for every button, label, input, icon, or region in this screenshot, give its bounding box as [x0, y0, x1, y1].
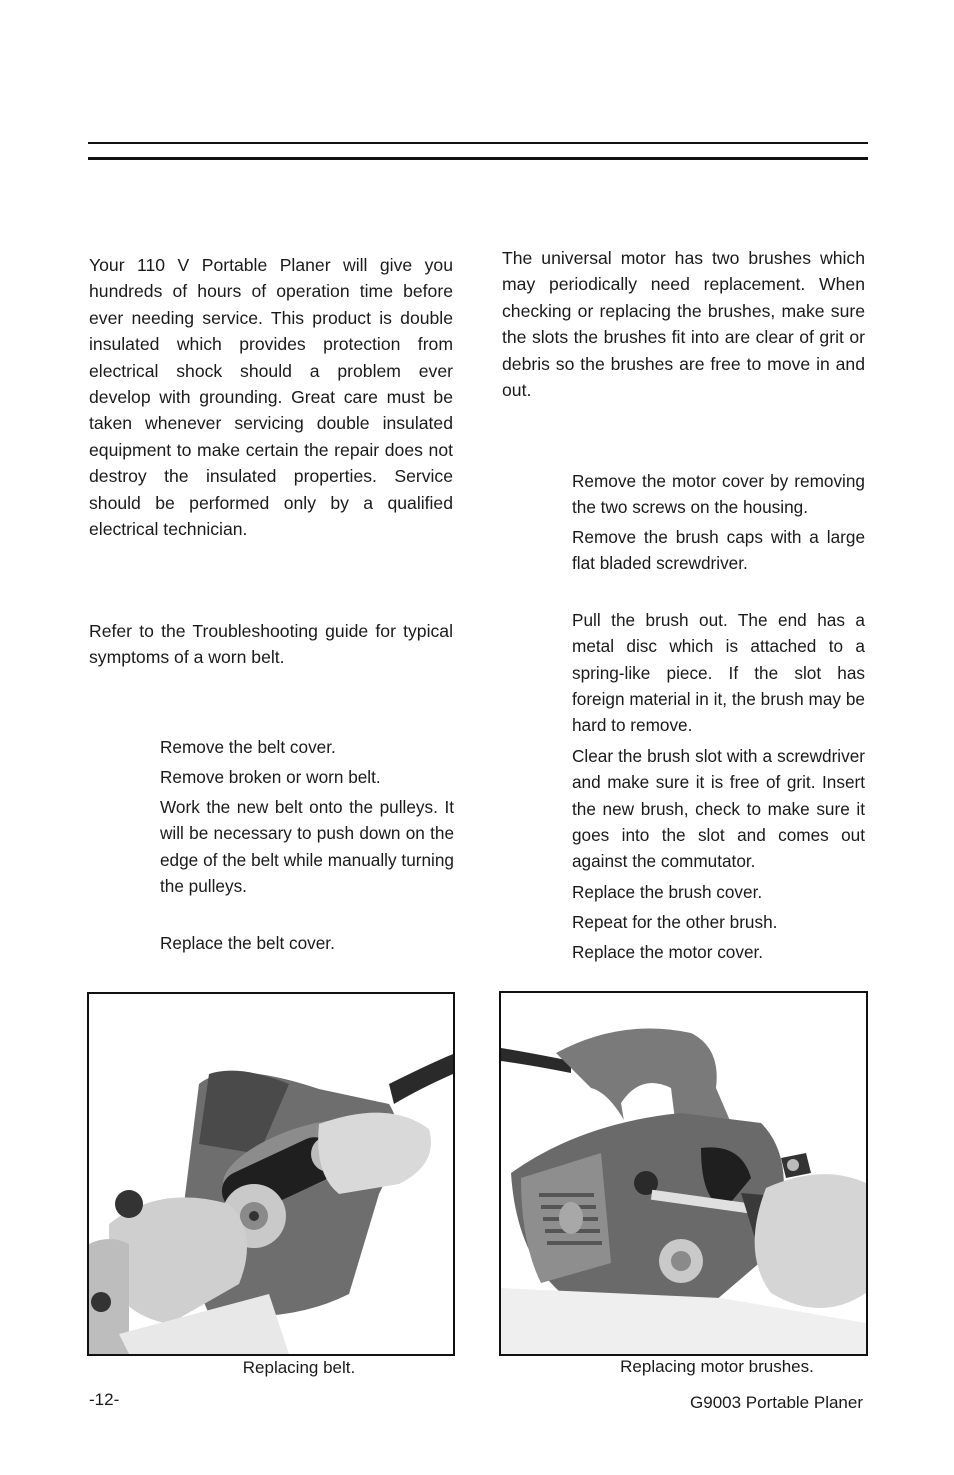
belt-photo [87, 992, 455, 1356]
brush-step-3: Pull the brush out. The end has a metal disc which is attached to a spring-like piece. If the slot has foreign material in it, the brush may be hard to remove. [572, 610, 865, 736]
brush-step-1: Remove the motor cover by removing the two screws on the housing. [572, 471, 865, 518]
header-rule-top [88, 142, 868, 144]
belt-intro: Refer to the Troubleshooting guide for typical symptoms of a worn belt. [89, 621, 453, 668]
belt-step-3: Work the new belt onto the pulleys. It will be necessary to push down on the edge of the belt while manually turning the pulleys. [160, 797, 454, 896]
brush-intro: The universal motor has two brushes which may periodically need replacement. When checking or replacing the brushes, make sure the slots the brushes fit into are clear of grit or debris so the brushes are free to move in and out. [502, 248, 865, 401]
intro-paragraph: Your 110 V Portable Planer will give you hundreds of hours of operation time before ever needing service. This product is double insulated which provides protection from electrical shock should a problem ever develop with grounding. Great care must be taken whenever servicing double insulated equipment to make certain the repair does not destroy the insulated properties. Service should be performed only by a qualified electrical technician. [89, 255, 453, 540]
brush-step-6: Repeat for the other brush. [572, 912, 778, 932]
brush-step-7: Replace the motor cover. [572, 942, 764, 962]
header-rule-bottom [88, 157, 868, 160]
product-name: G9003 Portable Planer [690, 1393, 863, 1412]
belt-caption: Replacing belt. [242, 1358, 356, 1377]
brush-step-2: Remove the brush caps with a large flat bladed screwdriver. [572, 527, 865, 574]
brush-caption: Replacing motor brushes. [620, 1357, 814, 1376]
page-number: -12- [89, 1390, 120, 1409]
brush-photo [499, 991, 868, 1356]
brush-step-5: Replace the brush cover. [572, 882, 763, 902]
brush-step-4: Clear the brush slot with a screwdriver and make sure it is free of grit. Insert the new brush, check to make sure it goes into the slot and comes out against the commutator. [572, 746, 865, 872]
belt-step-1: Remove the belt cover. [160, 737, 336, 757]
belt-step-2: Remove broken or worn belt. [160, 767, 381, 787]
belt-step-4: Replace the belt cover. [160, 933, 335, 953]
